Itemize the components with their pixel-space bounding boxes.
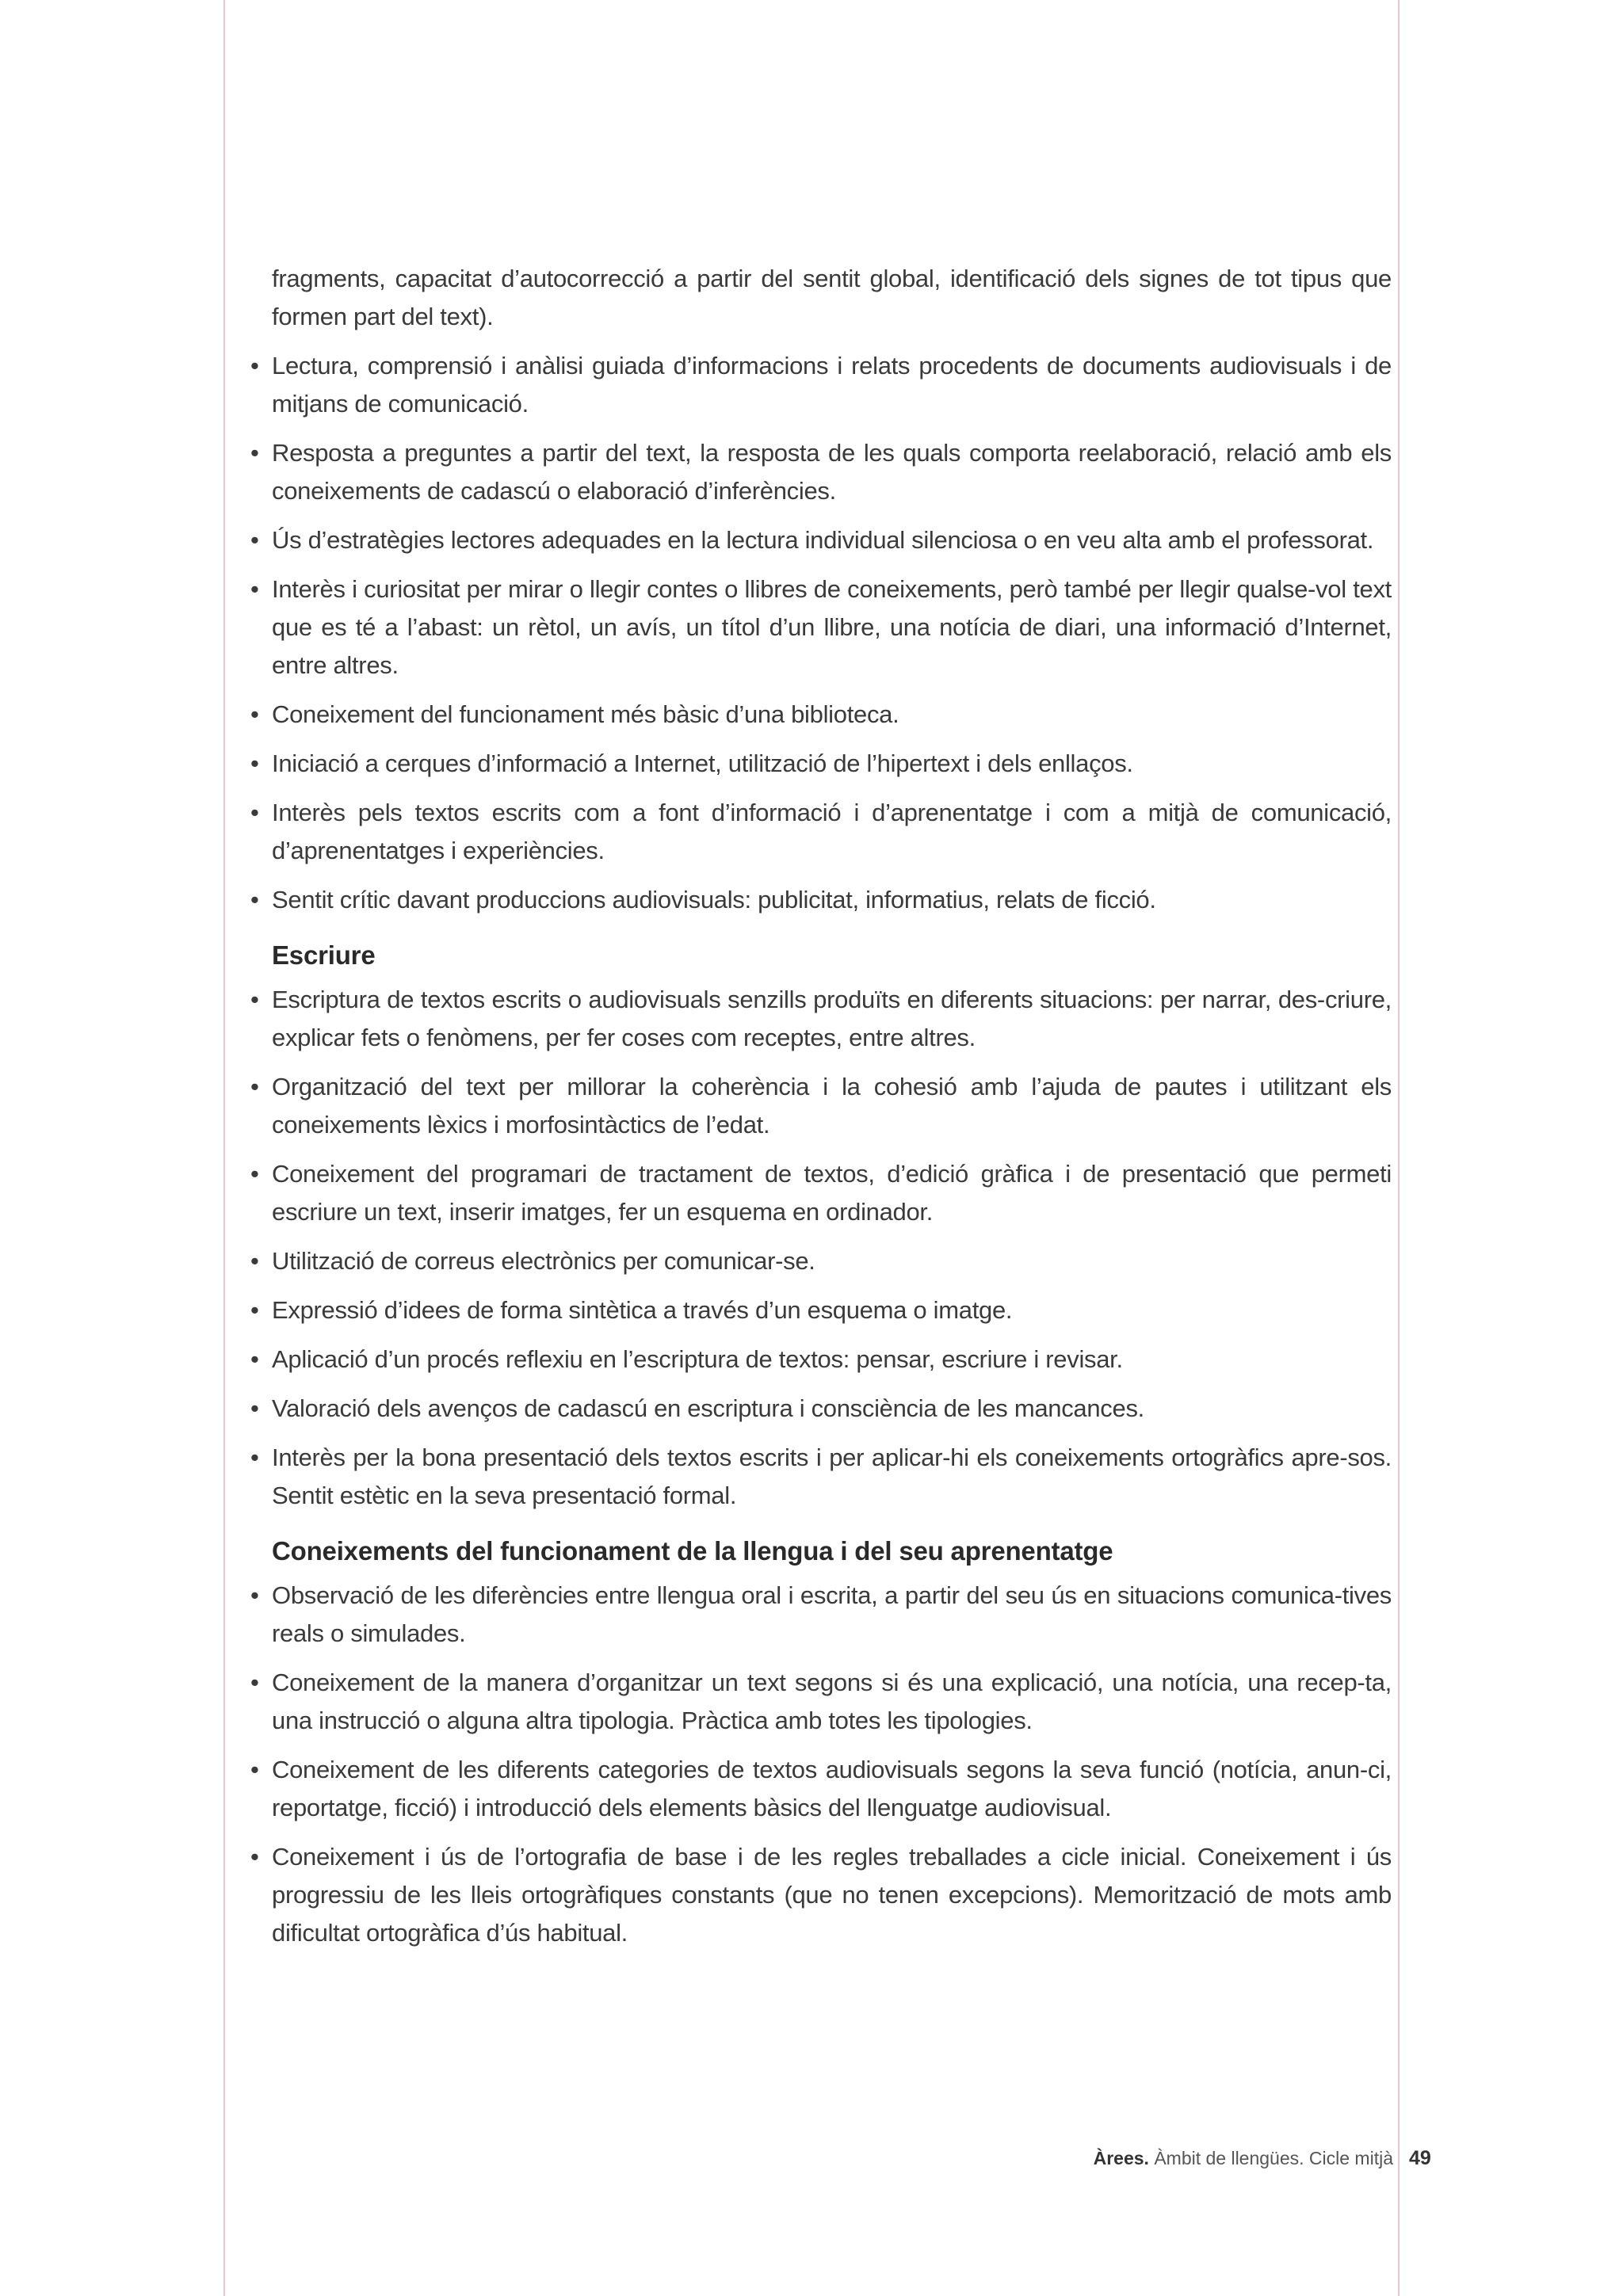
list-item: • Utilització de correus electrònics per comunicar-se. (250, 1242, 1392, 1280)
page-content (250, 260, 1392, 1963)
section-heading-escriure: Escriure (272, 940, 376, 970)
list-item: • Coneixement i ús de l’ortografia de base i de les regles treballades a cicle inicial. Coneixement i ús progressiu de les lleis ortogràfiques constants (que no tenen excepcions). Memorització de mots amb dificultat ortogràfica d’ús habitual. (250, 1838, 1392, 1952)
right-margin-rule (1398, 0, 1400, 2296)
list-item: • Interès pels textos escrits com a font d’informació i d’aprenentatge i com a mitjà de comunicació, d’aprenentatges i experiències. (250, 794, 1392, 870)
list-item: • Organització del text per millorar la coherència i la cohesió amb l’ajuda de pautes i utilitzant els coneixements lèxics i morfosintàctics de l’edat. (250, 1068, 1392, 1144)
list-item: • Coneixement del programari de tractament de textos, d’edició gràfica i de presentació que permeti escriure un text, inserir imatges, fer un esquema en ordinador. (250, 1155, 1392, 1231)
list-item: • Valoració dels avenços de cadascú en escriptura i consciència de les mancances. (250, 1390, 1392, 1428)
list-item: • Iniciació a cerques d’informació a Internet, utilització de l’hipertext i dels enllaços. (250, 745, 1392, 783)
footer-section: Àrees. (1093, 2148, 1149, 2168)
list-item: • Sentit crític davant produccions audiovisuals: publicitat, informatius, relats de ficció. (250, 881, 1392, 919)
list-item: • Coneixement del funcionament més bàsic d’una biblioteca. (250, 696, 1392, 734)
list-item: • Aplicació d’un procés reflexiu en l’escriptura de textos: pensar, escriure i revisar. (250, 1341, 1392, 1379)
list-item: • Coneixement de les diferents categories de textos audiovisuals segons la seva funció (notícia, anun-ci, reportatge, ficció) i introducció dels elements bàsics del llenguatge audiovisual. (250, 1751, 1392, 1827)
section-heading-coneixements: Coneixements del funcionament de la llengua i del seu aprenentatge (272, 1536, 1113, 1566)
intro-continuation: fragments, capacitat d’autocorrecció a partir del sentit global, identificació dels signes de tot tipus que formen part del text). (272, 265, 1392, 330)
list-item: • Ús d’estratègies lectores adequades en la lectura individual silenciosa o en veu alta amb el professorat. (250, 521, 1392, 559)
list-item: • Lectura, comprensió i anàlisi guiada d’informacions i relats procedents de documents audiovisuals i de mitjans de comunicació. (250, 347, 1392, 423)
list-item: • Expressió d’idees de forma sintètica a través d’un esquema o imatge. (250, 1291, 1392, 1329)
list-item: • Interès i curiositat per mirar o llegir contes o llibres de coneixements, però també per llegir qualse-vol text que es té a l’abast: un rètol, un avís, un títol d’un llibre, una notícia de diari, una informació d’Internet, entre altres. (250, 570, 1392, 685)
left-margin-rule (223, 0, 225, 2296)
list-item: • Escriptura de textos escrits o audiovisuals senzills produïts en diferents situacions: per narrar, des-criure, explicar fets o fenòmens, per fer coses com receptes, entre altres. (250, 981, 1392, 1057)
list-item: • Coneixement de la manera d’organitzar un text segons si és una explicació, una notícia, una recep-ta, una instrucció o alguna altra tipologia. Pràctica amb totes les tipologies. (250, 1664, 1392, 1740)
llegir-list (250, 347, 1392, 919)
escriure-list (250, 981, 1392, 1515)
footer-subtitle: Àmbit de llengües. Cicle mitjà (1154, 2148, 1393, 2168)
page-footer (1094, 2145, 1393, 2171)
list-item: • Interès per la bona presentació dels textos escrits i per aplicar-hi els coneixements ortogràfics apre-sos. Sentit estètic en la seva presentació formal. (250, 1439, 1392, 1515)
list-item: • Resposta a preguntes a partir del text, la resposta de les quals comporta reelaboració, relació amb els coneixements de cadascú o elaboració d’inferències. (250, 434, 1392, 510)
coneixements-list (250, 1577, 1392, 1952)
list-item: • Observació de les diferències entre llengua oral i escrita, a partir del seu ús en situacions comunica-tives reals o simulades. (250, 1577, 1392, 1653)
page-number: 49 (1409, 2147, 1431, 2169)
